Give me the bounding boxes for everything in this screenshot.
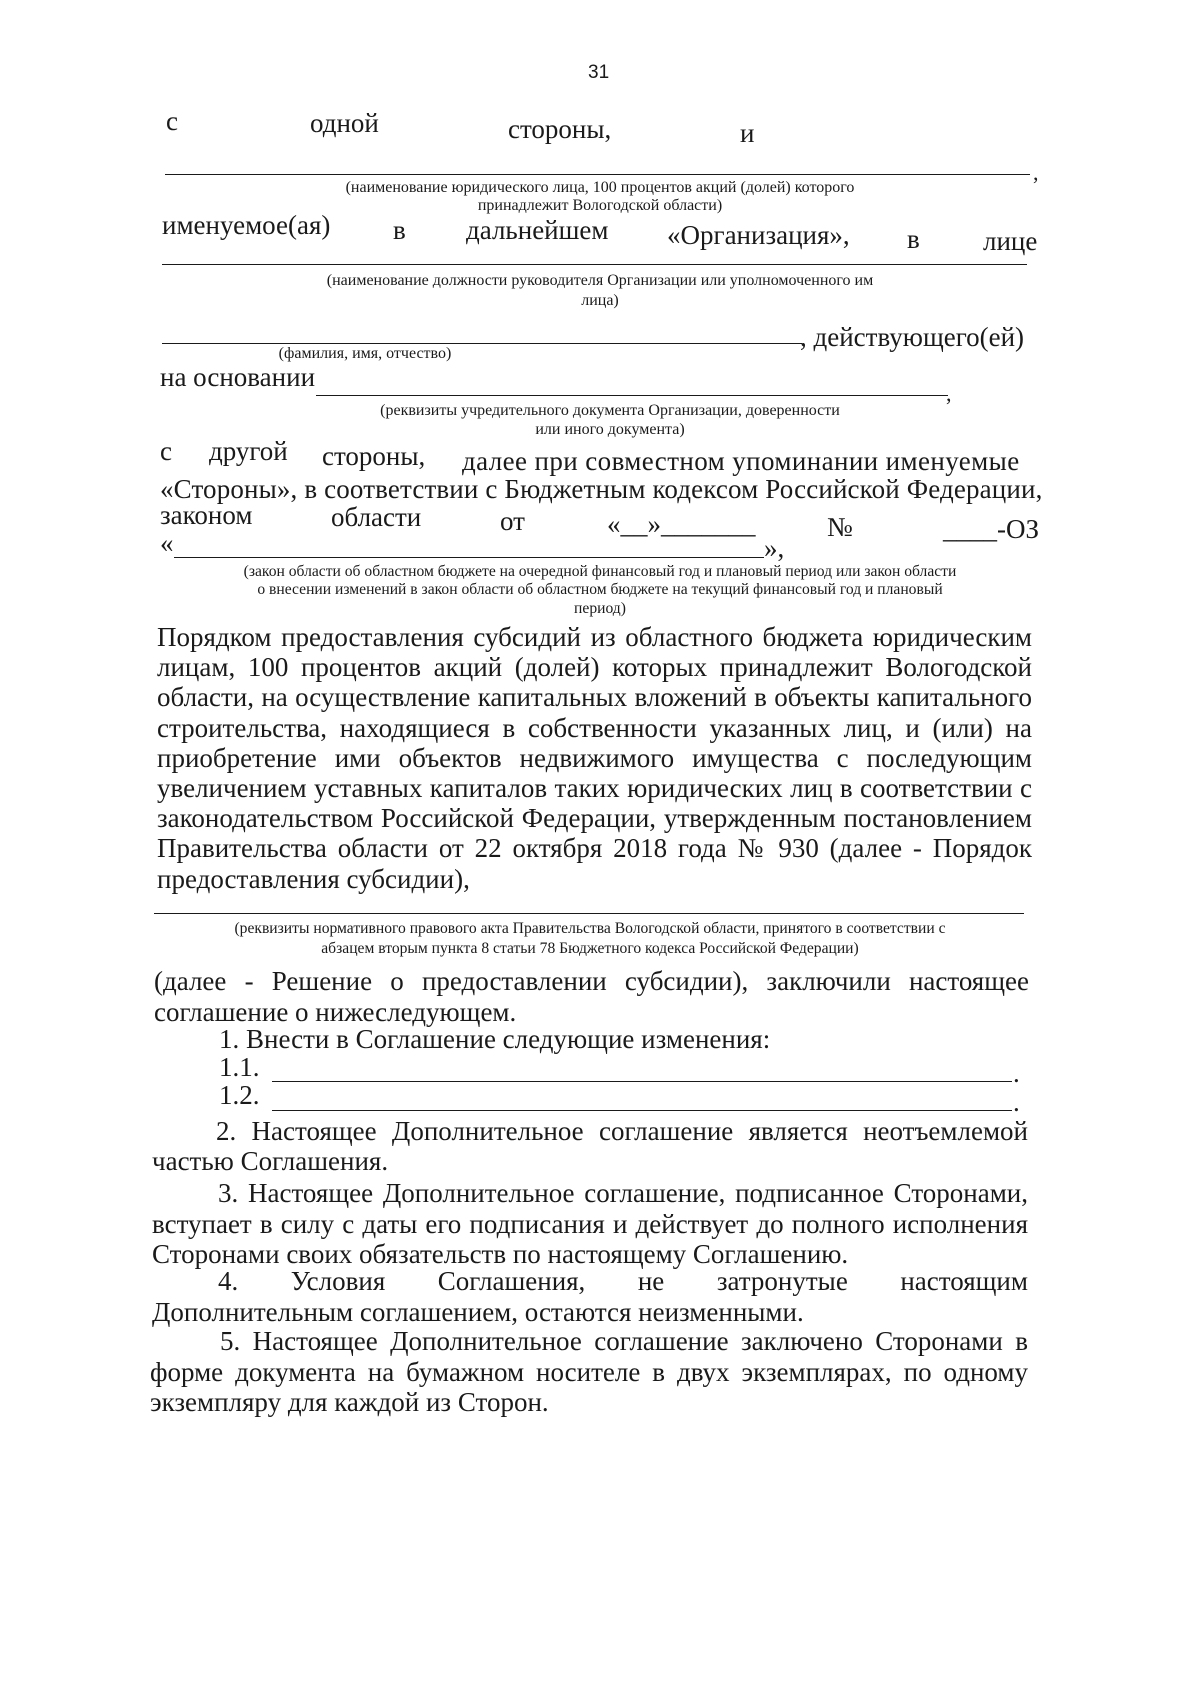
item-3: 3. Настоящее Дополнительное соглашение, подписанное Сторонами, вступает в силу с даты его подписания и действует до полного исполнения Сторонами своих обязательств по настоящему Соглашению. bbox=[152, 1178, 1028, 1269]
caption-basis-line2: или иного документа) bbox=[535, 421, 685, 438]
fill-line-fullname bbox=[162, 343, 802, 344]
caption-org-name-line2: принадлежит Вологодской области) bbox=[477, 197, 723, 214]
row2-word5: в bbox=[907, 224, 920, 254]
item-1-1-label: 1.1. bbox=[219, 1052, 260, 1082]
item-1: 1. Внести в Соглашение следующие изменения: bbox=[219, 1024, 771, 1054]
item-1-2-label: 1.2. bbox=[219, 1080, 260, 1110]
fill-line-basis bbox=[316, 395, 948, 396]
fill-line-item-1-1 bbox=[272, 1081, 1012, 1082]
row3-word4: далее при совместном упоминании именуемые bbox=[462, 446, 1020, 476]
item-4-word3: Соглашения, bbox=[437, 1266, 586, 1296]
caption-basis-line1: (реквизиты учредительного документа Организации, доверенности bbox=[380, 402, 840, 419]
acting-text: , действующего(ей) bbox=[800, 322, 1025, 352]
item-1-2-dot: . bbox=[1013, 1087, 1020, 1117]
caption-law-line1: (закон области об областном бюджете на очередной финансовый год и плановый период или закон области bbox=[243, 563, 957, 580]
row1-word4: и bbox=[740, 118, 755, 148]
row2-word4: «Организация», bbox=[667, 220, 850, 250]
row3-word3: стороны, bbox=[322, 441, 426, 471]
parties-line: «Стороны», в соответствии с Бюджетным кодексом Российской Федерации, bbox=[160, 474, 1043, 504]
item-4-word1: 4. bbox=[218, 1266, 239, 1296]
row1-word1: с bbox=[166, 106, 178, 136]
caption-law-line3: период) bbox=[574, 600, 626, 617]
row3-word1: с bbox=[160, 436, 172, 466]
row3-word2: другой bbox=[209, 436, 288, 466]
fill-line-org-name bbox=[165, 174, 1030, 175]
basis-text: на основании bbox=[160, 362, 316, 392]
item-2: 2. Настоящее Дополнительное соглашение является неотъемлемой частью Соглашения. bbox=[152, 1116, 1028, 1176]
row4-word5: № bbox=[827, 512, 853, 542]
caption-regulation-line2: абзацем вторым пункта 8 статьи 78 Бюджетного кодекса Российской Федерации) bbox=[321, 940, 859, 957]
row4-word3: от bbox=[500, 506, 525, 536]
fill-line-position bbox=[162, 264, 1027, 265]
caption-fullname: (фамилия, имя, отчество) bbox=[278, 345, 452, 362]
caption-regulation-line1: (реквизиты нормативного правового акта Правительства Вологодской области, принятого в соответствии с bbox=[234, 920, 946, 937]
row4-word6: ____-ОЗ bbox=[943, 514, 1040, 544]
item-4-tail: Дополнительным соглашением, остаются неизменными. bbox=[152, 1297, 804, 1327]
item-5: 5. Настоящее Дополнительное соглашение заключено Сторонами в форме документа на бумажном носителе в двух экземплярах, по одному экземпляру для каждой из Сторон. bbox=[150, 1326, 1028, 1417]
fill-line-law bbox=[174, 557, 764, 558]
row2-word2: в bbox=[393, 215, 406, 245]
row4-word4: «__»_______ bbox=[607, 509, 756, 539]
fill-line-regulation bbox=[154, 913, 1024, 914]
decision-paragraph: (далее - Решение о предоставлении субсидии), заключили настоящее соглашение о нижеследующем. bbox=[154, 966, 1029, 1027]
caption-position-line1: (наименование должности руководителя Организации или уполномоченного им bbox=[326, 272, 874, 289]
row4-word2: области bbox=[331, 502, 422, 532]
quote-open: « bbox=[160, 528, 174, 558]
caption-law-line2: о внесении изменений в закон области об областном бюджете на текущий финансовый год и плановый bbox=[257, 581, 943, 598]
quote-close: », bbox=[764, 533, 785, 563]
fill-line-item-1-2 bbox=[272, 1110, 1012, 1111]
item-4-word4: не bbox=[637, 1266, 665, 1296]
row2-word3: дальнейшем bbox=[466, 215, 609, 245]
item-4-word5: затронутые bbox=[716, 1266, 848, 1296]
item-4-word6: настоящим bbox=[900, 1266, 1028, 1296]
caption-org-name-line1: (наименование юридического лица, 100 процентов акций (долей) которого bbox=[345, 179, 855, 196]
row2-word1: именуемое(ая) bbox=[162, 210, 331, 240]
main-paragraph: Порядком предоставления субсидий из областного бюджета юридическим лицам, 100 процентов акций (долей) которых принадлежит Вологодской области, на осуществление капитальных вложений в объекты капитального строительства, находящиеся в собственности указанных лиц, и (или) на приобретение ими объектов недвижимого имущества с последующим увеличением уставных капиталов таких юридических лиц в соответствии с законодательством Российской Федерации, утвержденным постановлением Правительства области от 22 октября 2018 года № 930 (далее - Порядок предоставления субсидии), bbox=[157, 622, 1032, 894]
caption-position-line2: лица) bbox=[581, 292, 619, 309]
row1-word3: стороны, bbox=[508, 114, 612, 144]
row4-word1: законом bbox=[160, 500, 253, 530]
item-4-word2: Условия bbox=[290, 1266, 386, 1296]
item-1-1-dot: . bbox=[1013, 1058, 1020, 1088]
row1-word2: одной bbox=[310, 108, 379, 138]
item-4-first-line bbox=[218, 1266, 1028, 1297]
basis-comma: , bbox=[946, 381, 952, 406]
fill-line-comma: , bbox=[1033, 160, 1039, 185]
row2-word6: лице bbox=[983, 226, 1038, 256]
page-number: 31 bbox=[588, 62, 610, 83]
